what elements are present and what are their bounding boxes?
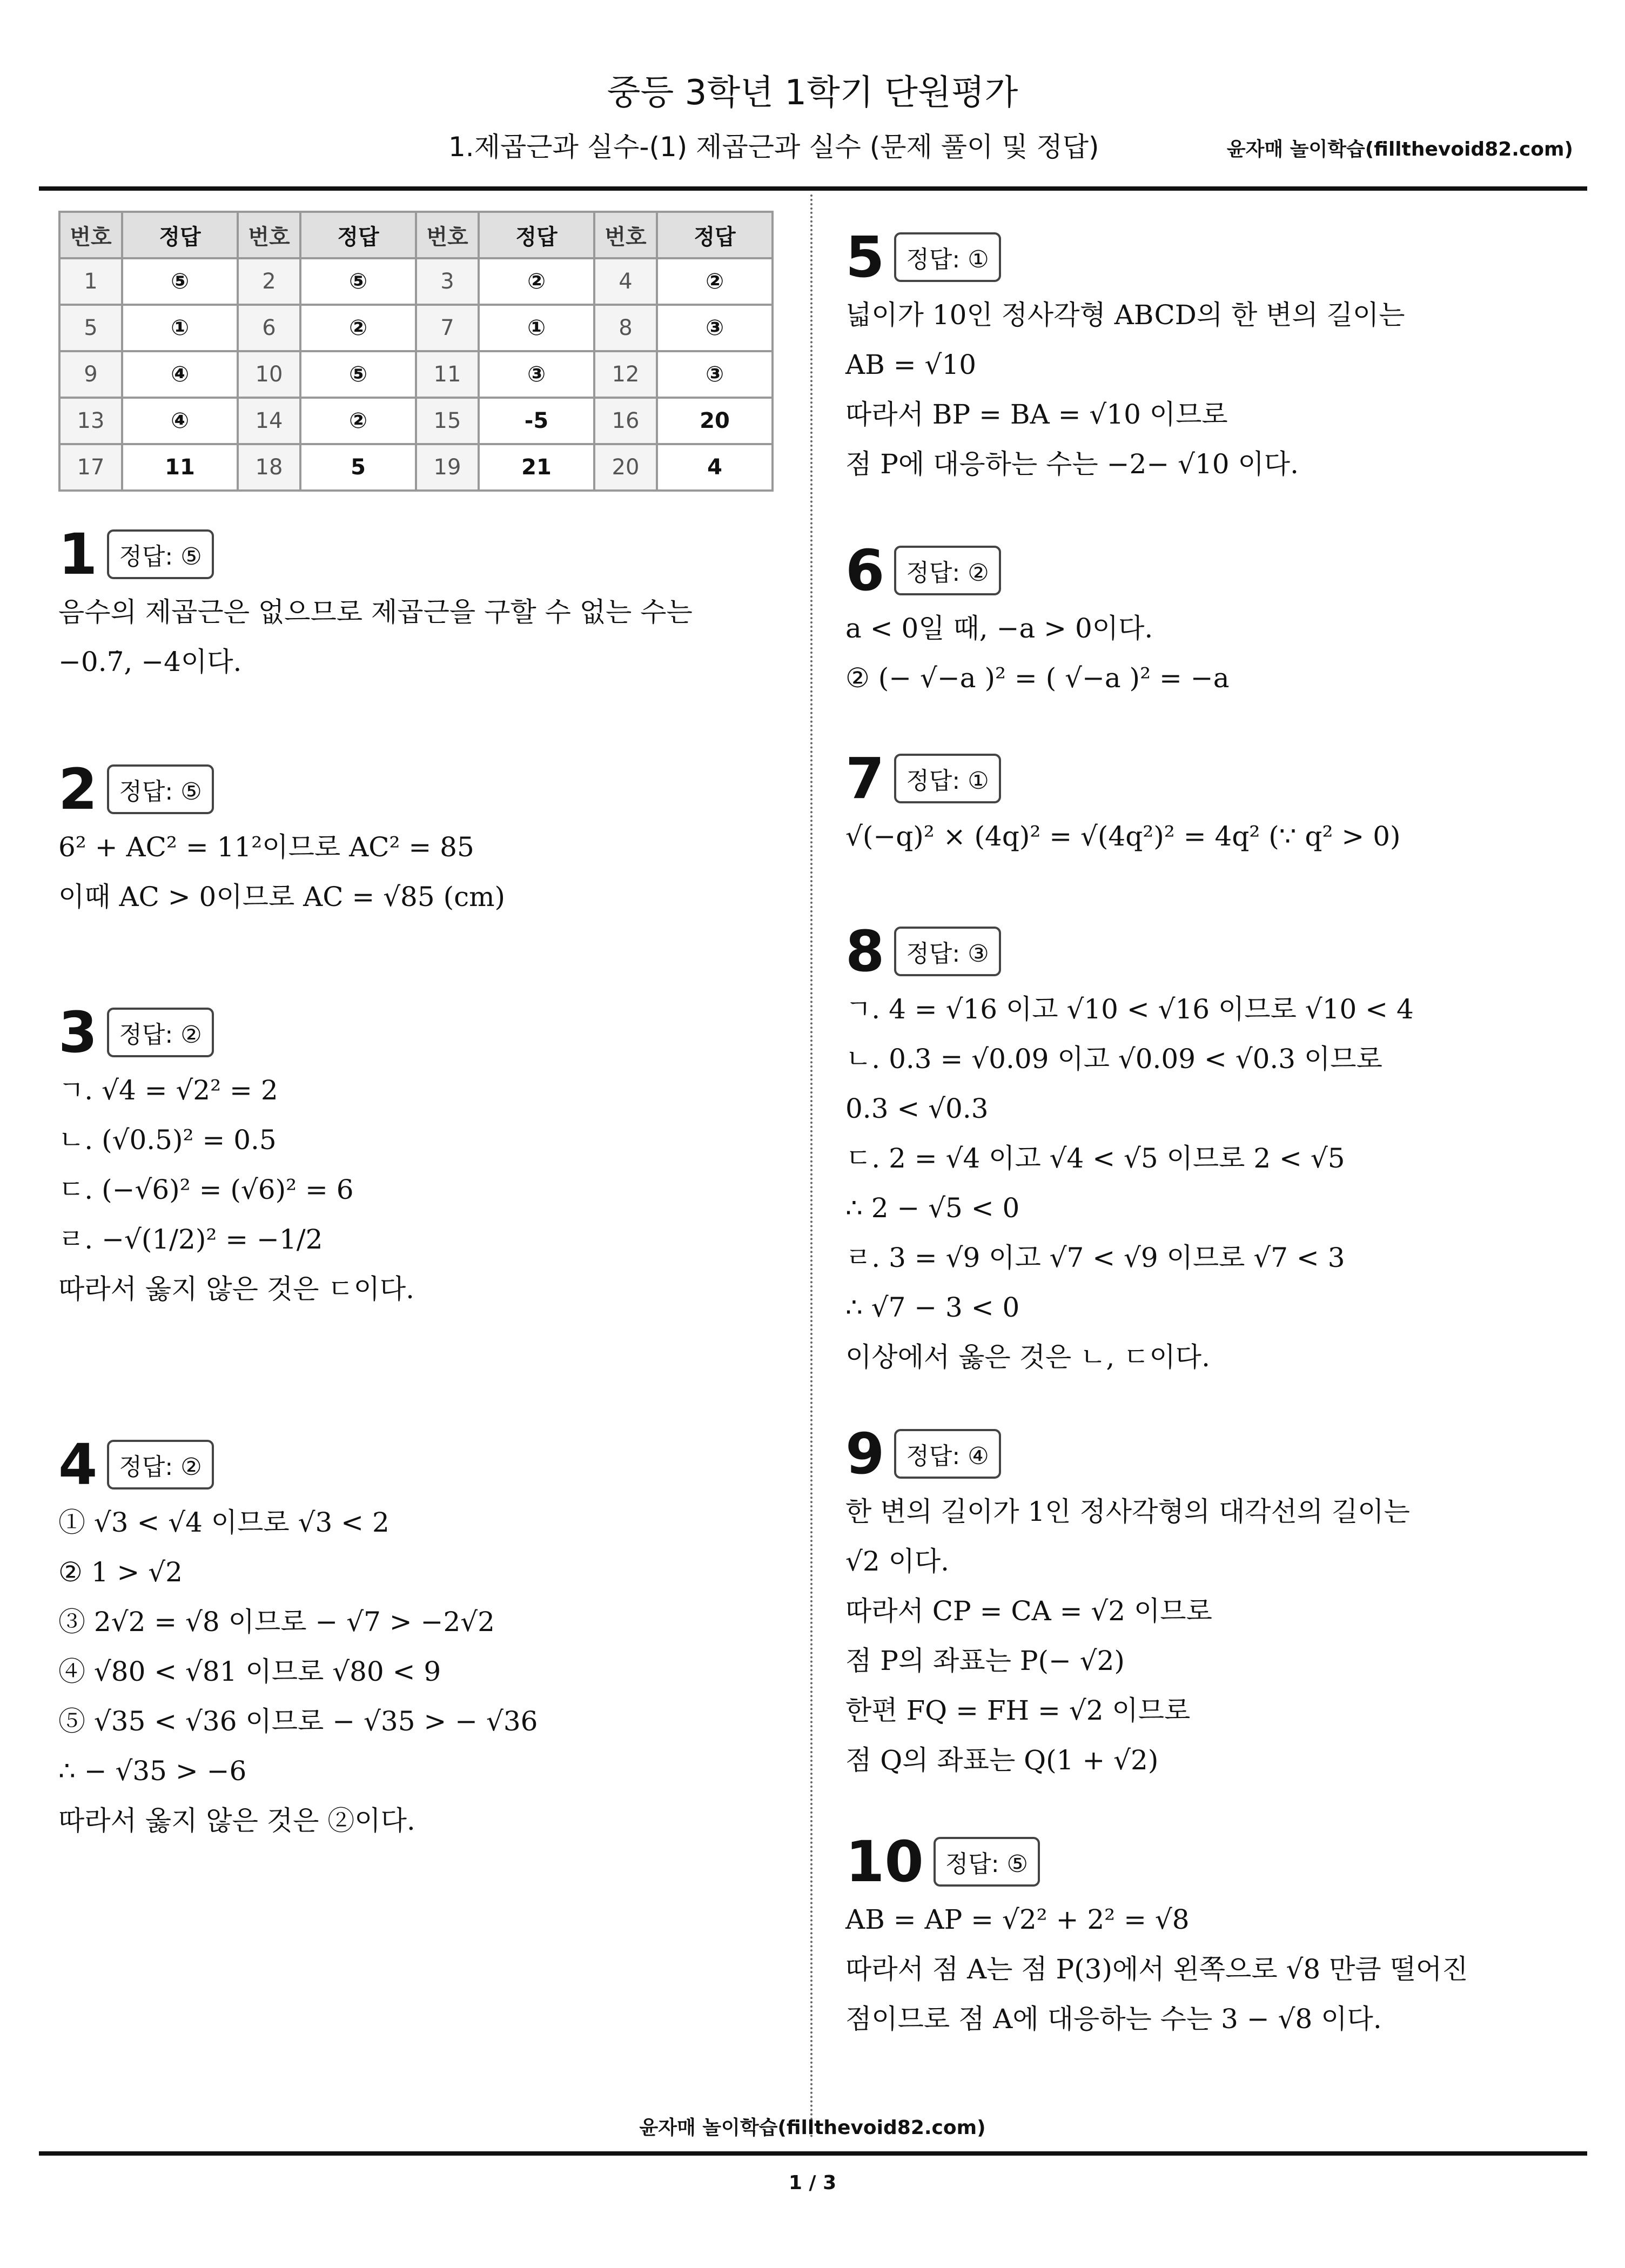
answer-cell: -5 [479, 398, 594, 444]
solution-line: ㄷ. (−√6)² = (√6)² = 6 [58, 1174, 354, 1205]
solution-line: 점 Q의 좌표는 Q(1 + √2) [845, 1744, 1159, 1776]
solution-line: AB = √10 [845, 349, 977, 380]
problem-number-cell: 6 [238, 305, 300, 351]
answer-cell: ② [300, 305, 416, 351]
problem-number: 4 [58, 1432, 98, 1498]
page-subtitle: 1.제곱근과 실수-(1) 제곱근과 실수 (문제 풀이 및 정답) [448, 131, 1099, 163]
solution-line: 음수의 제곱근은 없으므로 제곱근을 구할 수 없는 수는 [58, 596, 693, 628]
problem-6 [845, 538, 1230, 703]
answer-table [58, 211, 774, 492]
solution-line: 6² + AC² = 11²이므로 AC² = 85 [58, 831, 474, 863]
solution-line: a < 0일 때, −a > 0이다. [845, 613, 1153, 644]
problem-number-cell: 9 [59, 351, 122, 398]
col-header: 번호 [238, 212, 300, 258]
answer-badge: 정답: ④ [894, 1429, 1000, 1479]
problem-header [845, 1421, 1410, 1487]
problem-number-cell: 17 [59, 444, 122, 491]
problem-number-cell: 14 [238, 398, 300, 444]
problem-number-cell: 11 [416, 351, 479, 398]
answer-badge: 정답: ⑤ [107, 529, 213, 579]
solution-line: √2 이다. [845, 1546, 950, 1577]
answer-cell: 21 [479, 444, 594, 491]
answer-cell: ① [479, 305, 594, 351]
problem-number: 8 [845, 918, 885, 984]
site-credit-top: 윤자매 놀이학습(fillthevoid82.com) [1226, 138, 1573, 160]
col-header: 정답 [657, 212, 773, 258]
answer-badge: 정답: ① [894, 754, 1000, 803]
problem-number-cell: 10 [238, 351, 300, 398]
solution-line: ① √3 < √4 이므로 √3 < 2 [58, 1507, 390, 1538]
table-row [59, 305, 773, 351]
answer-badge: 정답: ③ [894, 927, 1000, 976]
problem-9 [845, 1421, 1410, 1785]
header-rule [39, 186, 1587, 191]
problem-number-cell: 7 [416, 305, 479, 351]
problem-header [845, 746, 1401, 811]
problem-header [58, 521, 693, 587]
solution-line: 0.3 < √0.3 [845, 1093, 989, 1124]
solution-line: ㄱ. √4 = √2² = 2 [58, 1075, 278, 1106]
table-row [59, 351, 773, 398]
problem-header [58, 999, 414, 1065]
footer-rule [39, 2151, 1587, 2156]
answer-cell: 4 [657, 444, 773, 491]
answer-cell: ③ [479, 351, 594, 398]
solution-line: ㄹ. −√(1/2)² = −1/2 [58, 1224, 323, 1255]
problem-number-cell: 19 [416, 444, 479, 491]
problem-header [845, 224, 1405, 290]
solution-line: 점 P에 대응하는 수는 −2− √10 이다. [845, 448, 1299, 480]
problem-header [845, 918, 1414, 984]
solution-line: 이상에서 옳은 것은 ㄴ, ㄷ이다. [845, 1341, 1210, 1373]
solution-line: ∴ − √35 > −6 [58, 1755, 247, 1787]
col-header: 번호 [59, 212, 122, 258]
problem-number: 9 [845, 1421, 885, 1487]
solution-line: ④ √80 < √81 이므로 √80 < 9 [58, 1656, 441, 1687]
answer-cell: ② [657, 258, 773, 305]
solution-line: 따라서 옳지 않은 것은 ㄷ이다. [58, 1273, 415, 1305]
answer-cell: ⑤ [122, 258, 238, 305]
problem-5 [845, 224, 1405, 489]
problem-2 [58, 756, 505, 922]
solution-line: 점이므로 점 A에 대응하는 수는 3 − √8 이다. [845, 2003, 1382, 2035]
answer-badge: 정답: ⑤ [107, 764, 213, 814]
problem-number: 7 [845, 746, 885, 811]
solution-line: 따라서 CP = CA = √2 이므로 [845, 1595, 1212, 1627]
answer-table-header [59, 212, 773, 258]
answer-cell: 5 [300, 444, 416, 491]
answer-badge: 정답: ② [894, 546, 1000, 595]
problem-number-cell: 13 [59, 398, 122, 444]
problem-number-cell: 3 [416, 258, 479, 305]
answer-badge: 정답: ⑤ [934, 1837, 1040, 1887]
answer-cell: 20 [657, 398, 773, 444]
solution-line: 넓이가 10인 정사각형 ABCD의 한 변의 길이는 [845, 299, 1405, 331]
problem-7 [845, 746, 1401, 861]
solution-line: ∴ 2 − √5 < 0 [845, 1192, 1020, 1224]
solution-line: ② 1 > √2 [58, 1556, 183, 1588]
answer-badge: 정답: ① [894, 232, 1000, 282]
problem-number: 1 [58, 521, 98, 587]
problem-number: 2 [58, 756, 98, 822]
col-header: 정답 [479, 212, 594, 258]
answer-cell: ④ [122, 398, 238, 444]
problem-number: 3 [58, 999, 98, 1065]
solution-line: 점 P의 좌표는 P(− √2) [845, 1645, 1125, 1676]
problem-number-cell: 15 [416, 398, 479, 444]
solution-line: ㄷ. 2 = √4 이고 √4 < √5 이므로 2 < √5 [845, 1143, 1345, 1174]
problem-number: 10 [845, 1829, 924, 1895]
page-title: 중등 3학년 1학기 단원평가 [607, 73, 1018, 113]
solution-line: 따라서 점 A는 점 P(3)에서 왼쪽으로 √8 만큼 떨어진 [845, 1954, 1468, 1985]
problem-number: 5 [845, 224, 885, 290]
solution-line: √(−q)² × (4q)² = √(4q²)² = 4q² (∵ q² > 0) [845, 821, 1401, 852]
solution-line: ③ 2√2 = √8 이므로 − √7 > −2√2 [58, 1606, 495, 1638]
table-row [59, 258, 773, 305]
problem-number-cell: 20 [594, 444, 657, 491]
answer-cell: ② [300, 398, 416, 444]
problem-number-cell: 12 [594, 351, 657, 398]
column-divider [810, 194, 812, 2139]
site-credit-bottom: 윤자매 놀이학습(fillthevoid82.com) [639, 2117, 986, 2139]
problem-header [845, 538, 1230, 603]
problem-number-cell: 1 [59, 258, 122, 305]
problem-number-cell: 18 [238, 444, 300, 491]
solution-line: ㄴ. (√0.5)² = 0.5 [58, 1124, 277, 1156]
answer-cell: ③ [657, 305, 773, 351]
solution-line: ⑤ √35 < √36 이므로 − √35 > − √36 [58, 1706, 538, 1737]
problem-number-cell: 2 [238, 258, 300, 305]
col-header: 번호 [594, 212, 657, 258]
answer-cell: ① [122, 305, 238, 351]
solution-line: 이때 AC > 0이므로 AC = √85 (cm) [58, 881, 505, 912]
solution-line: ㄱ. 4 = √16 이고 √10 < √16 이므로 √10 < 4 [845, 994, 1414, 1025]
problem-number-cell: 8 [594, 305, 657, 351]
answer-cell: ② [479, 258, 594, 305]
problem-10 [845, 1829, 1468, 2044]
solution-line: ㄴ. 0.3 = √0.09 이고 √0.09 < √0.3 이므로 [845, 1043, 1382, 1075]
table-row [59, 444, 773, 491]
page-number: 1 / 3 [788, 2172, 837, 2194]
solution-line: AB = AP = √2² + 2² = √8 [845, 1904, 1190, 1935]
answer-cell: ③ [657, 351, 773, 398]
problem-header [845, 1829, 1468, 1895]
solution-line: ∴ √7 − 3 < 0 [845, 1292, 1020, 1323]
solution-line: 따라서 옳지 않은 것은 ②이다. [58, 1805, 415, 1836]
answer-cell: ④ [122, 351, 238, 398]
col-header: 정답 [122, 212, 238, 258]
answer-cell: 11 [122, 444, 238, 491]
solution-line: 한 변의 길이가 1인 정사각형의 대각선의 길이는 [845, 1496, 1410, 1527]
solution-line: −0.7̇, −4이다. [58, 646, 242, 677]
problem-8 [845, 918, 1414, 1382]
col-header: 번호 [416, 212, 479, 258]
answer-badge: 정답: ② [107, 1440, 213, 1489]
table-row [59, 398, 773, 444]
solution-line: ② (− √−a )² = ( √−a )² = −a [845, 662, 1230, 694]
solution-line: 한편 FQ = FH = √2 이므로 [845, 1695, 1191, 1726]
problem-header [58, 1432, 538, 1498]
problem-number: 6 [845, 538, 885, 603]
solution-line: ㄹ. 3 = √9 이고 √7 < √9 이므로 √7 < 3 [845, 1242, 1345, 1273]
problem-number-cell: 16 [594, 398, 657, 444]
answer-cell: ⑤ [300, 351, 416, 398]
problem-1 [58, 521, 693, 687]
problem-number-cell: 4 [594, 258, 657, 305]
col-header: 정답 [300, 212, 416, 258]
problem-4 [58, 1432, 538, 1846]
answer-cell: ⑤ [300, 258, 416, 305]
solution-line: 따라서 BP = BA = √10 이므로 [845, 399, 1228, 430]
problem-3 [58, 999, 414, 1314]
problem-header [58, 756, 505, 822]
problem-number-cell: 5 [59, 305, 122, 351]
answer-badge: 정답: ② [107, 1008, 213, 1057]
